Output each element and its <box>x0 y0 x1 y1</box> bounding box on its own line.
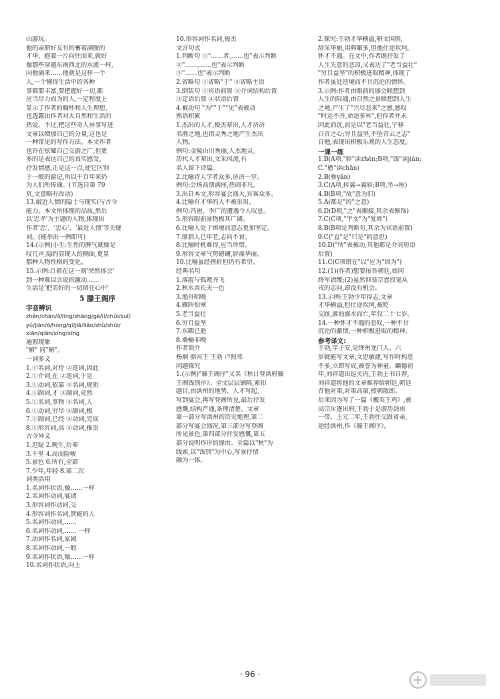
translation-line: 岁就能写文章,文思敏捷,写作时构思 <box>318 353 414 361</box>
text-line: 古今异义 <box>26 433 51 441</box>
answer-line: 6.D(D项,"之"表顺接,其余表修饰) <box>318 207 409 215</box>
text-line: 6.名词作动词,…… 一样 <box>26 527 91 535</box>
text-line: 叹几声,隐约显现人的侧面,更显 <box>26 250 110 258</box>
text-line: 7.少年,年轻 8.第二次 <box>26 467 85 475</box>
text-line: 名胜之地,也指灵秀之地产生杰出 <box>176 130 264 138</box>
text-line: 因此消沉,而是以"老当益壮,宁移 <box>318 121 404 129</box>
text-line: 14.(示例)小生:生性的脾气就像是 <box>26 242 116 250</box>
text-line: 也许在炫耀自己交游之广,但更 <box>26 147 108 155</box>
text-line: 8.桑榆非晚 <box>176 336 207 344</box>
section-title: 5 滕王阁序 <box>79 294 116 303</box>
answer-line: 2.B(骖yǎn) <box>318 173 351 181</box>
translation-line: 高宗斥逐出府,王勃于是游历剑南 <box>318 405 406 413</box>
answer-line: 7.C(C项,"宇文"为"复姓") <box>318 216 388 224</box>
text-line: 7.东隅已逝 <box>176 328 207 336</box>
text-line: 一种常见的写作方法。本文作者 <box>26 139 112 147</box>
translation-line: 王勃,字子安,是绛州龙门人。六 <box>318 345 402 353</box>
text-line: 热爱。不过,把这些奇人异事写进 <box>26 121 114 129</box>
watermark-logo <box>408 668 490 692</box>
translation-line: 一带。上元二年,王勃往交趾省亲, <box>318 414 408 422</box>
text-line: 2.秋水共长天一色 <box>176 285 225 293</box>
text-line: 线索,以"饯别"为中心,写景抒情 <box>176 448 259 456</box>
text-line: 1.落霞与孤鹜齐飞 <box>176 276 225 284</box>
text-line: 怀才不遇。在文中,作者既抒发了 <box>318 53 406 61</box>
answer-line: 终军请缨;(2)虽然仰慕宗悫投笔从 <box>318 276 408 284</box>
text-line: 页,文意略有改动) <box>26 190 73 198</box>
text-line: 例句:金陵山川秀丽,人杰地灵, <box>176 147 256 155</box>
text-line: 于一般的游记,所以千百年来仍 <box>26 173 108 181</box>
translation-line: 后来因为写了一篇《檄英王鸡》,被 <box>318 396 412 404</box>
text-line: 6.穷且益坚 <box>176 319 207 327</box>
text-line: 2.比喻诗人学者众多,济济一堂。 <box>176 173 263 181</box>
text-line: 历代人才辈出,文采风流,有 <box>176 156 247 164</box>
text-line: 8.名词作动词,一般 <box>26 545 77 553</box>
text-line: 那种人物性格的变化。 <box>26 259 87 267</box>
text-line: 熟语积累 <box>176 113 201 121</box>
text-line: 融为一体。 <box>176 457 207 465</box>
text-line: 5.形容眼前景物极其广阔。 <box>176 216 249 224</box>
text-line: 才华、抱着一片向往而来,就好 <box>26 53 108 61</box>
text-line: 7.原指人已年老,志向不衰。 <box>176 233 251 241</box>
text-line: 名人留下诗篇。 <box>176 164 219 172</box>
text-line: 2.①介词,在 ②连词,于是 <box>26 373 93 381</box>
answer-line: 8.B(B项是判断句,其余为宾语前置) <box>318 225 413 233</box>
text-line: 1.名词作状语,像……一样 <box>26 484 95 492</box>
page-number: · 96 · <box>239 670 261 679</box>
answer-line: 13.示例:王勃少年得志,文章 <box>318 293 393 301</box>
translation-line: 召他对策,对策高第,授朝散郎。 <box>318 388 402 396</box>
translation-line: 年,刘祥道出巡关内,王勃上书自荐, <box>318 371 410 379</box>
text-line: 5.景色 6.所有,全部 <box>26 459 79 467</box>
pinyin-line: xiān/qiān/xíng/xīng <box>26 331 80 338</box>
text-line: ③"……也"表示判断 <box>176 70 231 78</box>
text-line: 例句:会场高朋满座,热闹非凡。 <box>176 182 260 190</box>
middle-column <box>176 36 311 466</box>
text-line: 抒发情感,正是这一点,使它区别 <box>26 164 110 172</box>
text-line: "时运不齐,命途多舛",但作者并未 <box>318 113 407 121</box>
text-line: 3.形容词作动词,交 <box>26 502 77 510</box>
text-line: 3.倒装句 ①宾语前置 ②介词结构后置 <box>176 87 278 95</box>
section-heading: 一课一练 <box>318 147 344 156</box>
text-line: 自勉,表现出积极乐观的人生态度。 <box>318 139 412 147</box>
text-line: 人物。 <box>176 139 195 147</box>
answer-line: 4.B(B项,"故"意为旧) <box>318 190 376 198</box>
text-line: 显示了作者的胸怀和人生理想, <box>26 104 108 112</box>
answer-line: 9.C("直"是"只是"的意思) <box>318 233 388 241</box>
text-line: 5.名词作动词,…… <box>26 519 77 527</box>
answer-line: 11.C(C项错在"以"应为"因为") <box>318 259 402 267</box>
text-line: 6.①动词,穷尽 ②副词,极 <box>26 407 93 415</box>
answer-line: 后置) <box>318 250 333 258</box>
text-line: 应当尽力而为的人,一定程度上 <box>26 96 108 104</box>
translation-line: 途经洪州,作《滕王阁序》。 <box>318 422 391 430</box>
left-column <box>26 36 169 571</box>
text-line: 向他涌来……他就是这样一个 <box>26 70 106 78</box>
text-line: 1.①名词,对待 ②连词,因此 <box>26 364 99 372</box>
text-line: 第一部分写洪州的历史地理,第二 <box>176 414 264 422</box>
text-line: 9.名词作状语,像……一样 <box>26 553 95 561</box>
text-line: 1.(示例)"滕王阁序"又名《秋日登洪府滕 <box>176 371 284 379</box>
text-line: 作者'忠'、'忠心'、'最近人情'等关键 <box>26 225 122 233</box>
answer-line: 交趾,渡海溺水而亡,年仅二十七岁。 <box>318 311 414 318</box>
translation-line: 不多,立即写成,被誉为神童。麟德初 <box>318 362 414 370</box>
text-line: 1.杰出的人才,俊杰辈出,人才济济 <box>176 121 265 129</box>
text-line: 文言句式 <box>176 44 201 52</box>
text-line: 一词多义 <box>26 355 51 363</box>
text-line: 题目,由洪州的地势、人才写起, <box>176 388 260 396</box>
text-line: 事都要丰富,要把握好一切,都 <box>26 87 103 95</box>
text-line: 3.渔舟唱晚 <box>176 293 207 301</box>
right-column <box>318 36 476 431</box>
text-line: 为人们所传诵。(节选自第 79 <box>26 182 106 190</box>
text-line: 3.千里 4.高而险峻 <box>26 450 77 458</box>
text-line: "俯" 同"俯"。 <box>26 347 64 355</box>
text-line: 13.敲近人情的隐士与现实(与古今 <box>26 199 118 207</box>
text-line: 7.①副词,已经 ②动词,完成 <box>26 416 99 424</box>
text-line: 人生失意的悲凉,又表达了"老当益壮" <box>318 61 417 69</box>
text-line: 问题探究 <box>176 362 201 370</box>
text-line: 作者虽处逆境而不甘沉沦的情怀。 <box>318 78 410 86</box>
answer-line: 3.C(A项,轸翼→翼轸;B项,坐→座) <box>318 182 407 190</box>
text-line: 4.雁阵惊寒 <box>176 302 207 310</box>
text-line: 10.名词作状语,向上 <box>26 562 81 570</box>
text-line: 能力。本文所体现的品质,然后 <box>26 207 108 215</box>
translation-line: 刘祥道将他的文章推荐给朝廷,朝廷 <box>318 379 412 387</box>
text-line: 白首之心;穷且益坚,不坠青云之志" <box>318 130 411 138</box>
text-line: 王阁饯别序》。全文层层铺陈,紧扣 <box>176 379 267 387</box>
text-line: 5.①名词,事物 ②名词,人 <box>26 398 93 406</box>
text-line: 10.形容词作名词,俊杰 <box>176 36 237 43</box>
text-line: 6.比喻人处于困境而意志更加坚定。 <box>176 225 274 233</box>
pinyin-line: yǔ/jiān/ǒ/hóng/qǐ/jiǎ/liǎo/shū/shǔi/ <box>26 322 121 329</box>
text-line: 1.判断句 ①"……者,……也"表示判断 <box>176 53 277 61</box>
pinyin-line: zhěn/chān/ǒ/líng/zhāng/gé/ìl/chǔi/suǐ/ <box>26 314 131 320</box>
text-line: 15.示例:吕祖在这一刻'突然体会' <box>26 268 115 276</box>
text-line: 词。(能举出一例即可) <box>26 233 86 241</box>
text-line: 10.比喻虽经挫折但仍有希望。 <box>176 259 259 267</box>
text-line: 8.比喻时机难得,应当珍惜。 <box>176 242 251 250</box>
answer-line: C."襜"读chān) <box>318 164 360 172</box>
answer-line: 1.B(A项,"轸"读zhěn;B项,"饯"读jiàn; <box>318 156 422 164</box>
text-line: 4.形容词作名词,贤能的人 <box>26 510 95 518</box>
text-line: 3.出自本文,形容宴会盛大,宾客众多。 <box>176 190 278 198</box>
text-line: 2.省略句 ①省略"于" ②省略主语 <box>176 78 265 86</box>
text-line: 多的是表达自己的真实感受, <box>26 156 102 164</box>
text-line: 3.示例:作者由眼前的盛会联想到 <box>318 87 406 95</box>
text-line: 感慨,结构严谨,条理清楚。文章 <box>176 405 260 413</box>
text-line: 辞采华丽,用典繁多,但他仕途坎坷, <box>318 44 410 52</box>
text-line: 到一种难以言说的激动…… <box>26 276 100 284</box>
answer-line: 戎的志向,却没有机会。 <box>318 285 381 293</box>
text-line: 生活是'把美好的一切留在心中' <box>26 285 109 293</box>
text-line: 9.形容文章气势磅礴,辞藻华丽。 <box>176 250 263 258</box>
text-line: 8.①形容词,高 ②动词,推崇 <box>26 424 99 432</box>
section-heading: 字音辨识 <box>26 304 52 313</box>
answer-line: 14.一种怀才不遇的悲叹,一种不甘 <box>318 319 409 327</box>
text-line: 4.比喻有才华的人不被重用。 <box>176 199 255 207</box>
answer-line: 12.(1)(作者)想要报答朝廷,如同 <box>318 268 404 276</box>
text-line: 以'忠孝'为主题的人物,体现出 <box>26 216 105 224</box>
text-line: 像那些穿越东南西北的水流一样, <box>26 61 114 69</box>
answer-line: 才华横溢,但仕途坎坷,被贬 <box>318 302 389 310</box>
text-line: 人生的际遇,由自然之景联想到人生 <box>318 96 412 104</box>
text-line: "穷且益坚"的积极进取精神,体现了 <box>318 70 411 78</box>
answer-line: 沉沦的激情,一种积极进取的精神。 <box>318 328 412 336</box>
text-line: 5.老当益壮 <box>176 311 207 318</box>
text-line: 杨炯 骆宾王 王勃 卢照邻 <box>176 353 243 361</box>
text-line: ③定语后置 ④状语后置 <box>176 96 239 104</box>
answer-line: 5.A(都是"的"之意) <box>318 199 370 207</box>
text-line: 词类活用 <box>26 476 51 484</box>
text-line: 经典名句 <box>176 268 201 276</box>
text-line: 1.迟疑 2.晚生,后辈 <box>26 441 79 449</box>
text-line: ②"……,……也"表示判断 <box>176 61 245 69</box>
text-line: 通假现象 <box>26 338 51 346</box>
section-heading: 参考译文: <box>318 336 347 345</box>
answer-line: 10.D("所"表被动,其他都是介宾短语 <box>318 242 416 250</box>
text-line: 山游玩。 <box>26 36 51 43</box>
text-line: 所见景色,第四部分抒发感慨,第五 <box>176 431 266 439</box>
text-line: 作者简介 <box>176 345 201 353</box>
text-line: 部分说明作序的缘由。全篇以"秋"为 <box>176 439 274 447</box>
text-line: 写到宴会,再写登阁所见,最后抒发 <box>176 396 266 404</box>
text-line: 2.名词作动词,宴请 <box>26 493 77 501</box>
text-line: 也透露出作者对大自然和生活的 <box>26 113 112 121</box>
text-line: 2.探究:王勃才华横溢,骈文国胜, <box>318 36 403 43</box>
text-line: 部分写宴会盛况,第三部分写登阁 <box>176 422 264 430</box>
text-line: 4.①副词,才 ②副词,竟然 <box>26 390 93 398</box>
text-line: 7.动词作名词,家园 <box>26 536 77 544</box>
text-line: 3.①动词,依靠 ②名词,规矩 <box>26 381 99 389</box>
text-line: 他的亲朋好友有的蓄着满腹的 <box>26 44 106 52</box>
text-line: 文章以增加自己的分量,这也是 <box>26 130 108 138</box>
text-line: 之境,产生了"兴尽悲来"之感,感叹 <box>318 104 407 112</box>
text-line: 例句:冯唐、李广的遭遇令人叹息。 <box>176 207 270 215</box>
text-line: 人,一个懂得生活中的各种 <box>26 78 95 86</box>
text-line: 4.被动句 "为""于""见"表被动 <box>176 104 256 112</box>
